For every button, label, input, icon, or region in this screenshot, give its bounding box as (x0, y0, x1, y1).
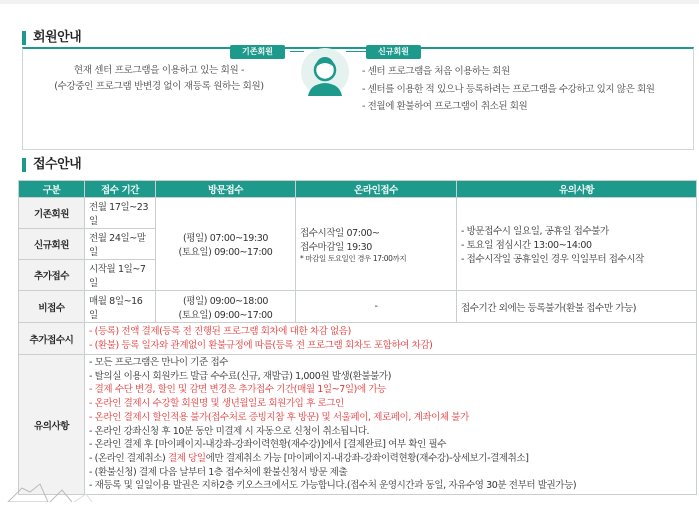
col-header: 온라인접수 (296, 181, 457, 198)
precaution-line: - 재등록 및 일일이용 발권은 지하2층 키오스크에서도 가능합니다.(접수처 운영시간과 동일, 자유수영 30분 전부터 발권가능) (89, 480, 577, 492)
additional-notes-cell (85, 323, 697, 355)
note-line: - 접수시작일 공휴일인 경우 익일부터 접수시작 (461, 254, 644, 265)
table-row (19, 355, 697, 495)
col-header: 방문접수 (156, 181, 296, 198)
visit-saturday: (토요일) 09:00~17:00 (178, 247, 273, 258)
new-member-description (362, 63, 694, 116)
precaution-line: - 모든 프로그램은 만나이 기준 접수 (89, 357, 229, 368)
online-start: 접수시작일 07:00~ (300, 227, 380, 239)
reception-section-title: 접수안내 (22, 158, 81, 172)
col-header: 구분 (19, 181, 85, 198)
precaution-line: - 온라인 강좌신청 후 10분 동안 미결제 시 자동으로 신청이 취소됩니다. (89, 425, 370, 437)
top-divider (0, 0, 699, 4)
reception-table (18, 180, 697, 495)
period-cell: 전월 24일~말일 (85, 229, 156, 260)
online-cell: - (296, 291, 457, 323)
precaution-line: - 결제 수단 변경, 할인 및 감면 변경은 추가접수 기간(매월 1일~7일)에 가능 (89, 384, 386, 396)
period-cell: 전월 17일~23일 (85, 198, 156, 229)
precaution-text: - (온라인 결제취소) (89, 452, 168, 464)
new-desc-line: - 센터를 이용한 적 있으나 등록하려는 프로그램을 수강하고 있지 않은 회원 (362, 83, 655, 95)
table-row (19, 198, 697, 229)
precautions-cell (85, 355, 697, 495)
precaution-line: - (환불신청) 결제 다음 날부터 1층 접수처에 환불신청서 방문 제출 (89, 466, 348, 478)
row-label: 유의사항 (19, 355, 85, 495)
precaution-line: - 온라인 결제 후 [마이페이지-내강좌-강좌이력현황(재수강)]에서 [결제완료] 여부 확인 필수 (89, 439, 447, 451)
col-header: 접수 기간 (85, 181, 156, 198)
visit-weekday: (평일) 07:00~19:30 (182, 233, 269, 244)
online-note: * 마감일 토요일인 경우 17:00까지 (300, 253, 407, 263)
precaution-highlight: 결제 당일 (167, 452, 206, 464)
visit-cell (156, 198, 296, 291)
precaution-line (89, 452, 692, 466)
row-label: 신규회원 (19, 229, 85, 260)
online-cell (296, 198, 457, 291)
row-label: 추가접수시 (19, 323, 85, 355)
member-avatar-icon (300, 46, 350, 102)
existing-member-tag: 기존회원 (230, 45, 285, 59)
note-line: - (환불) 등록 일자와 관계없이 환불규정에 따름(등록 전 프로그램 회차도 포함하여 차감) (89, 339, 433, 351)
precaution-line: - 온라인 결제시 할인적용 불가(접수처로 증빙지참 후 방문) 및 서울페이, 제로페이, 계좌이체 불가 (89, 411, 469, 423)
precaution-text: 에만 결제취소 가능 [마이페이지-내강좌-강좌이력현황(재수강)-상세보기-결제취소] (205, 452, 529, 464)
period-cell: 시작월 1일~7일 (85, 260, 156, 291)
row-label: 추가접수 (19, 260, 85, 291)
table-header-row (19, 181, 697, 198)
visit-cell (156, 291, 296, 323)
note-line: - (등록) 전액 결제(등록 전 진행된 프로그램 회차에 대한 차감 없음) (89, 325, 351, 337)
new-desc-line: - 센터 프로그램을 처음 이용하는 회원 (362, 66, 510, 77)
visit-weekday: (평일) 09:00~18:00 (182, 295, 269, 307)
decorative-hand-illustration (0, 462, 120, 502)
existing-member-description (22, 63, 296, 95)
precaution-line: - 탈의실 이용시 회원카드 발급 수수료(신규, 재발급) 1,000원 발생(환불불가) (89, 370, 392, 382)
col-header: 유의사항 (457, 181, 697, 198)
online-end: 접수마감일 19:30 (300, 241, 372, 253)
visit-saturday: (토요일) 09:00~17:00 (178, 309, 273, 321)
precaution-line: - 온라인 결제시 수강할 회원명 및 생년월일로 회원가입 후 로그인 (89, 398, 344, 410)
note-line: - 토요일 점심시간 13:00~14:00 (461, 240, 592, 251)
table-row (19, 323, 697, 355)
period-cell: 매월 8일~16일 (85, 291, 156, 323)
new-member-tag: 신규회원 (366, 45, 421, 59)
row-label: 비접수 (19, 291, 85, 323)
member-section-title: 회원안내 (22, 31, 81, 45)
notes-cell: 접수기간 외에는 등록불가(환불 접수만 가능) (457, 291, 697, 323)
note-line: - 방문접수시 일요일, 공휴일 접수불가 (461, 226, 609, 237)
notes-cell (457, 198, 697, 291)
existing-desc-line: 현재 센터 프로그램을 이용하고 있는 회원 - (73, 65, 245, 76)
new-desc-line: - 전월에 환불하여 프로그램이 취소된 회원 (362, 101, 528, 112)
row-label: 기존회원 (19, 198, 85, 229)
existing-desc-line: (수강중인 프로그램 반변경 없이 재등록 원하는 회원) (54, 81, 264, 92)
table-row (19, 291, 697, 323)
